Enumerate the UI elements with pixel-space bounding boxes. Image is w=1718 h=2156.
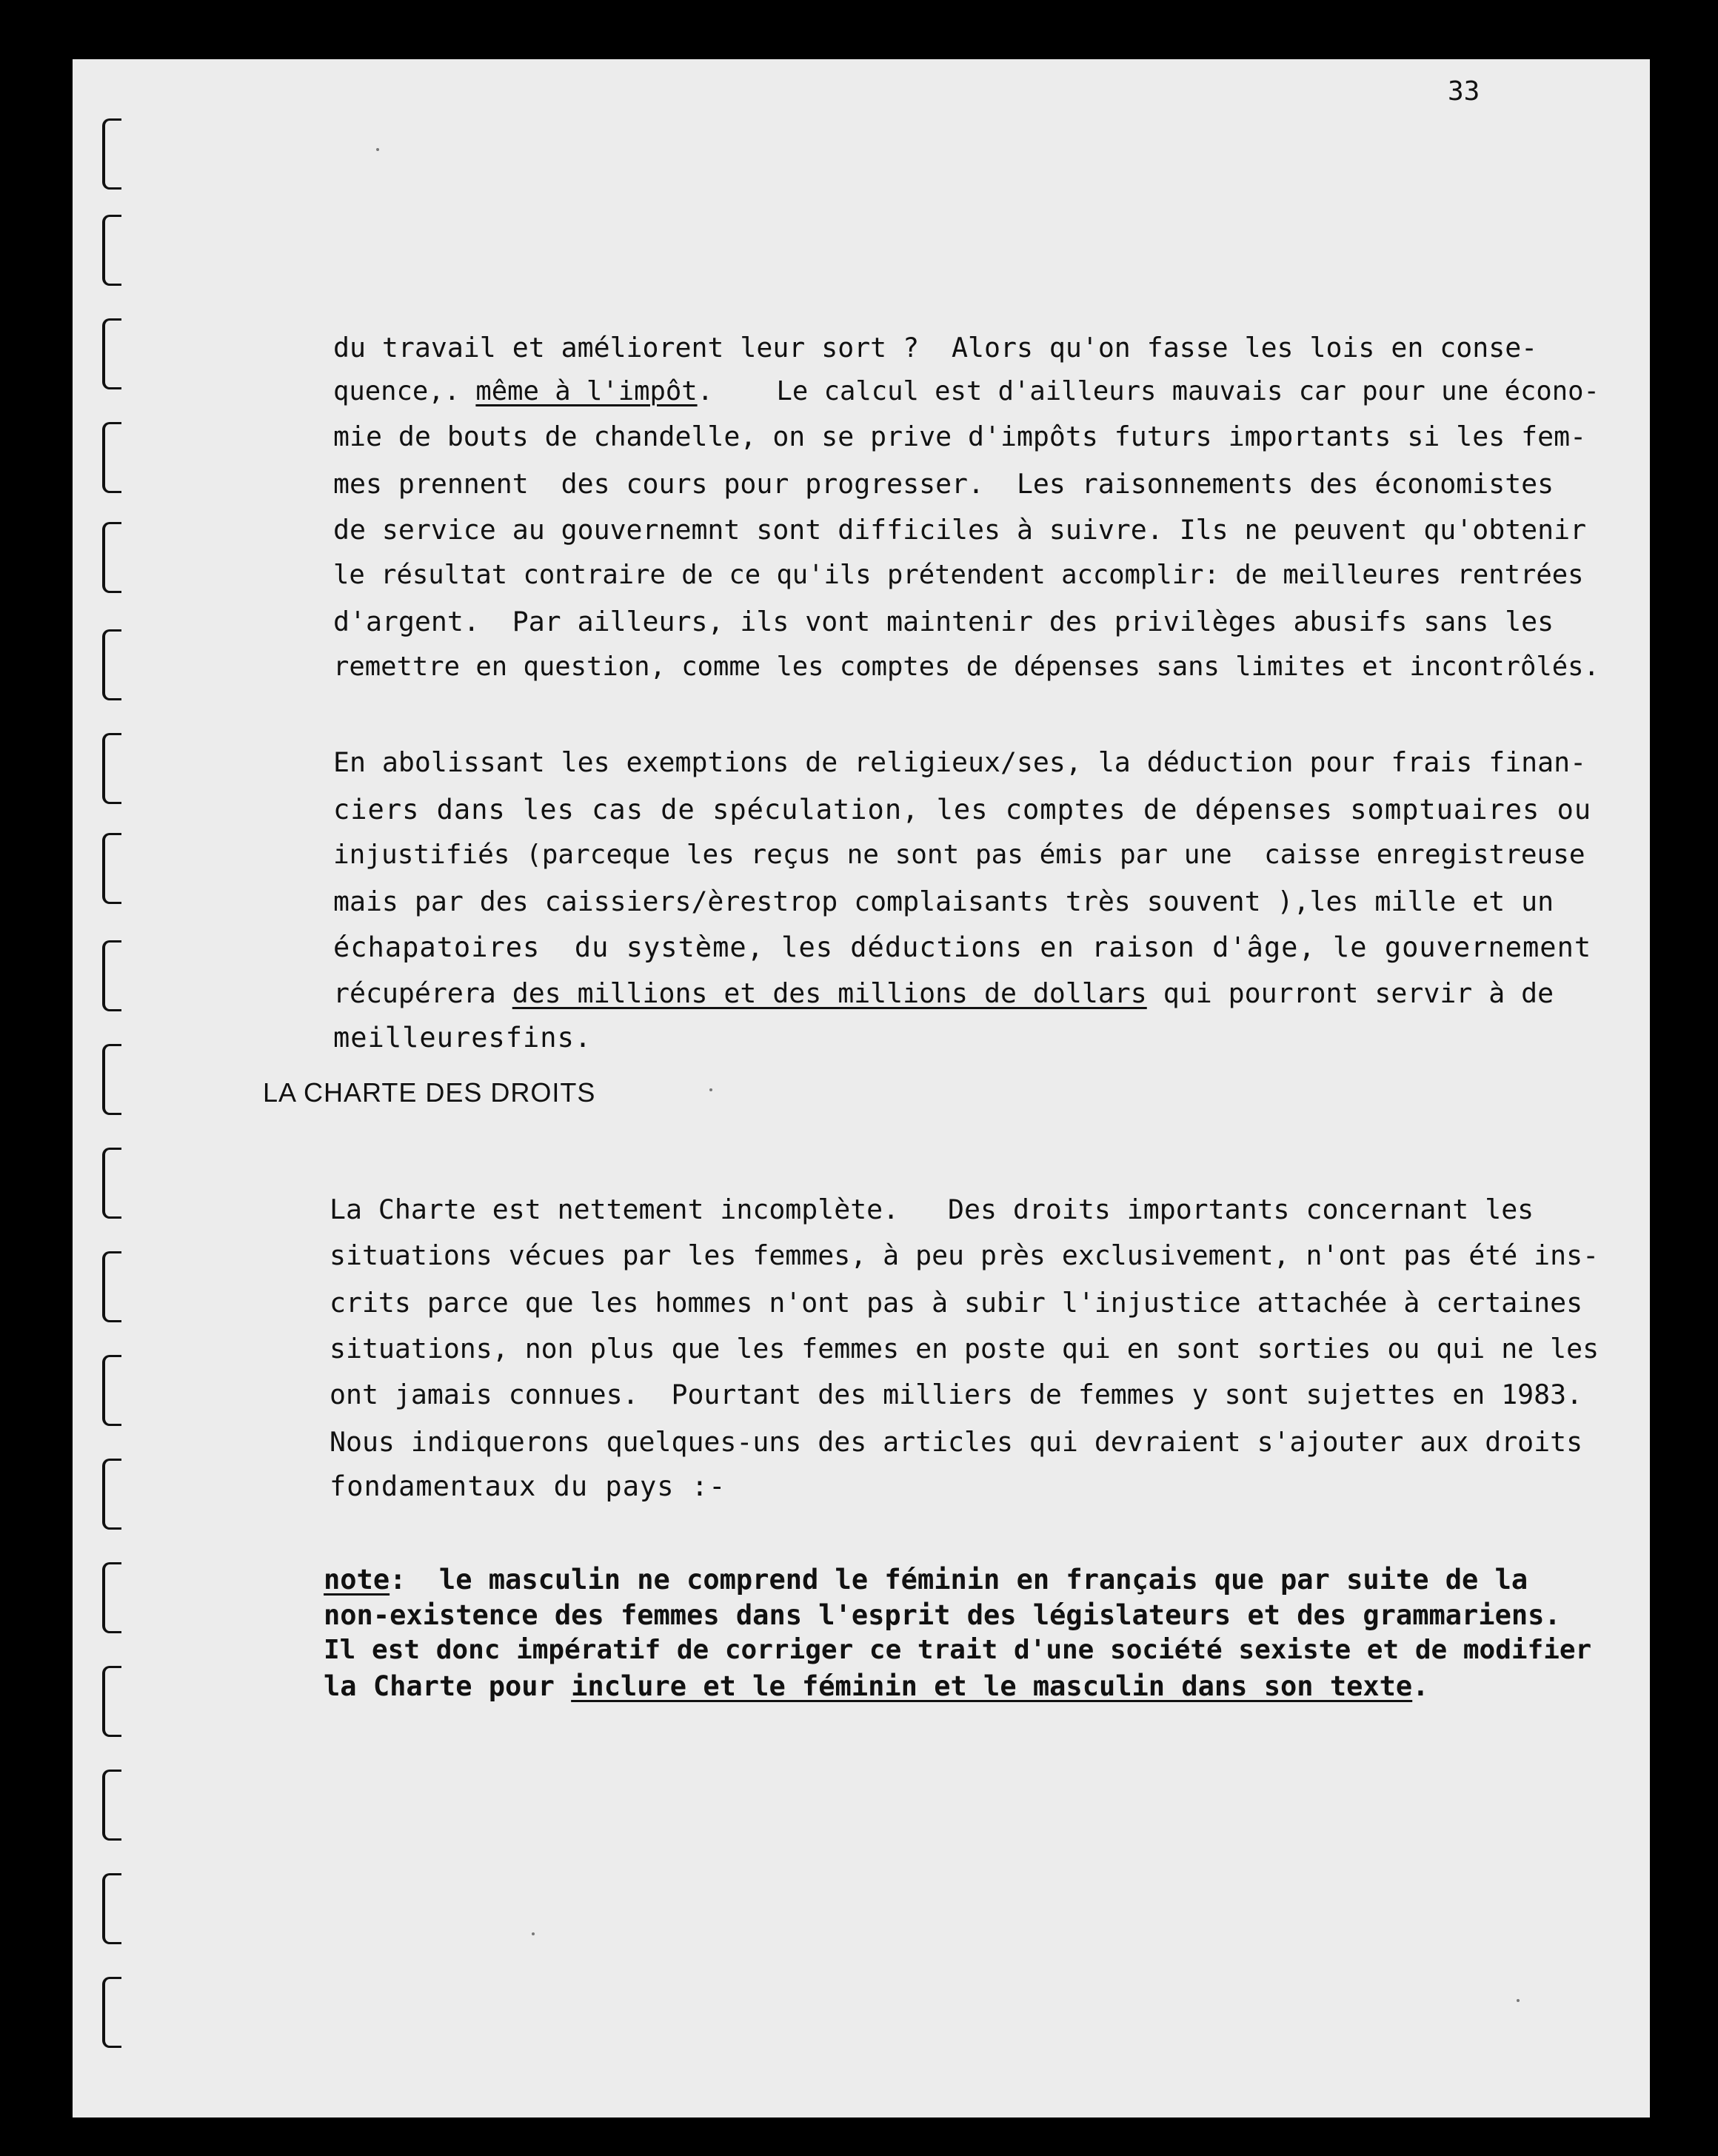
underlined-phrase: inclure et le féminin et le masculin dans son texte <box>571 1670 1413 1702</box>
paragraph3-line: fondamentaux du pays :- <box>330 1470 726 1502</box>
paragraph2-line: ciers dans les cas de spéculation, les comptes de dépenses somptuaires ou <box>333 794 1592 826</box>
paragraph3-line: situations, non plus que les femmes en poste qui en sont sorties ou qui ne les <box>330 1333 1600 1365</box>
paragraph1-line: du travail et améliorent leur sort ? Alors qu'on fasse les lois en conse- <box>333 332 1538 364</box>
page-number: 33 <box>1448 76 1480 107</box>
binding-mark <box>102 118 121 190</box>
underlined-phrase: même à l'impôt <box>475 376 698 406</box>
text-span: qui pourront servir à de <box>1146 977 1554 1009</box>
paragraph2-line: injustifiés (parceque les reçus ne sont pas émis par une caisse enregistreuse <box>333 840 1585 870</box>
paragraph1-line: le résultat contraire de ce qu'ils prétendent accomplir: de meilleures rentrées <box>333 560 1584 590</box>
paragraph1-line <box>333 376 1600 406</box>
text-span: récupérera <box>333 977 512 1009</box>
section-heading: LA CHARTE DES DROITS <box>263 1077 596 1108</box>
binding-mark <box>102 1770 121 1841</box>
text-span: quence,. <box>333 376 476 406</box>
text-span: . <box>1412 1670 1429 1702</box>
binding-mark <box>102 1562 121 1633</box>
scan-speck <box>376 148 379 151</box>
note-label: note <box>324 1564 390 1596</box>
text-span: la Charte pour <box>324 1670 572 1702</box>
binding-mark <box>102 733 121 804</box>
binding-mark <box>102 1251 121 1322</box>
note-line <box>324 1564 1528 1596</box>
binding-mark <box>102 1459 121 1530</box>
paragraph1-line: de service au gouvernemnt sont difficiles à suivre. Ils ne peuvent qu'obtenir <box>333 514 1587 546</box>
binding-mark <box>102 422 121 493</box>
paragraph2-line <box>333 977 1554 1009</box>
scan-speck <box>532 1932 535 1935</box>
binding-mark <box>102 318 121 389</box>
binding-mark <box>102 1044 121 1115</box>
paragraph1-line: d'argent. Par ailleurs, ils vont maintenir des privilèges abusifs sans les <box>333 606 1554 637</box>
underlined-phrase: des millions et des millions de dollars <box>512 977 1147 1009</box>
binding-mark <box>102 1666 121 1737</box>
paragraph2-line: échapatoires du système, les déductions en raison d'âge, le gouvernement <box>333 931 1592 963</box>
paragraph1-line: remettre en question, comme les comptes de dépenses sans limites et incontrôlés. <box>333 652 1600 682</box>
binding-mark <box>102 215 121 286</box>
scan-speck <box>709 1088 712 1091</box>
paragraph2-line: mais par des caissiers/èrestrop complaisants très souvent ),les mille et un <box>333 886 1554 917</box>
binding-mark <box>102 629 121 700</box>
binding-mark <box>102 1977 121 2048</box>
paragraph3-line: ont jamais connues. Pourtant des milliers de femmes y sont sujettes en 1983. <box>330 1379 1583 1410</box>
paragraph3-line: Nous indiquerons quelques-uns des articles qui devraient s'ajouter aux droits <box>330 1426 1583 1458</box>
paragraph2-line: En abolissant les exemptions de religieux/ses, la déduction pour frais finan- <box>333 746 1587 778</box>
note-line: non-existence des femmes dans l'esprit des législateurs et des grammariens. <box>324 1599 1561 1631</box>
text-span: : le masculin ne comprend le féminin en français que par suite de la <box>390 1564 1528 1596</box>
binding-mark <box>102 522 121 593</box>
paragraph1-line: mes prennent des cours pour progresser. Les raisonnements des économistes <box>333 468 1554 500</box>
paragraph3-line: La Charte est nettement incomplète. Des droits importants concernant les <box>330 1194 1534 1225</box>
text-span: . Le calcul est d'ailleurs mauvais car pour une écono- <box>697 376 1600 406</box>
scan-speck <box>1517 1999 1520 2002</box>
binding-mark <box>102 1148 121 1219</box>
binding-mark <box>102 1355 121 1426</box>
binding-mark <box>102 940 121 1011</box>
paragraph1-line: mie de bouts de chandelle, on se prive d'impôts futurs importants si les fem- <box>333 421 1587 452</box>
binding-mark <box>102 1873 121 1944</box>
paragraph3-line: crits parce que les hommes n'ont pas à subir l'injustice attachée à certaines <box>330 1287 1583 1319</box>
note-line <box>324 1670 1429 1702</box>
paragraph3-line: situations vécues par les femmes, à peu près exclusivement, n'ont pas été ins- <box>330 1239 1600 1271</box>
paragraph2-line: meilleuresfins. <box>333 1022 592 1054</box>
note-line: Il est donc impératif de corriger ce trait d'une société sexiste et de modifier <box>324 1635 1592 1665</box>
binding-mark <box>102 833 121 904</box>
